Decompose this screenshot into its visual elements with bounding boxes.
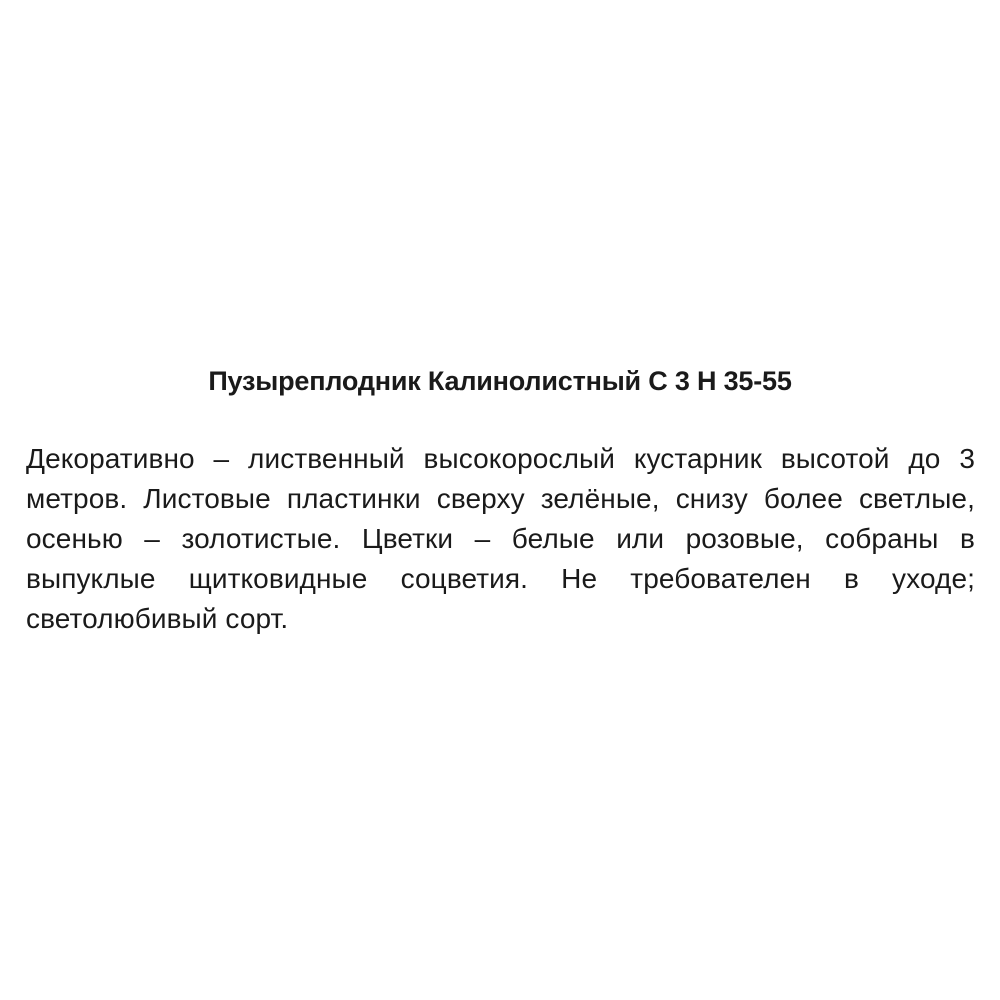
product-description: Декоративно – лиственный высокорослый кустарник высотой до 3 метров. Листовые пластинки сверху зелёные, снизу более светлые, осенью – золотистые. Цветки – белые или розовые, собраны в выпуклые щитковидные соцветия. Не требователен в уходе; светолюбивый сорт. xyxy=(26,443,975,634)
product-title: Пузыреплодник Калинолистный С 3 Н 35-55 xyxy=(208,366,792,396)
